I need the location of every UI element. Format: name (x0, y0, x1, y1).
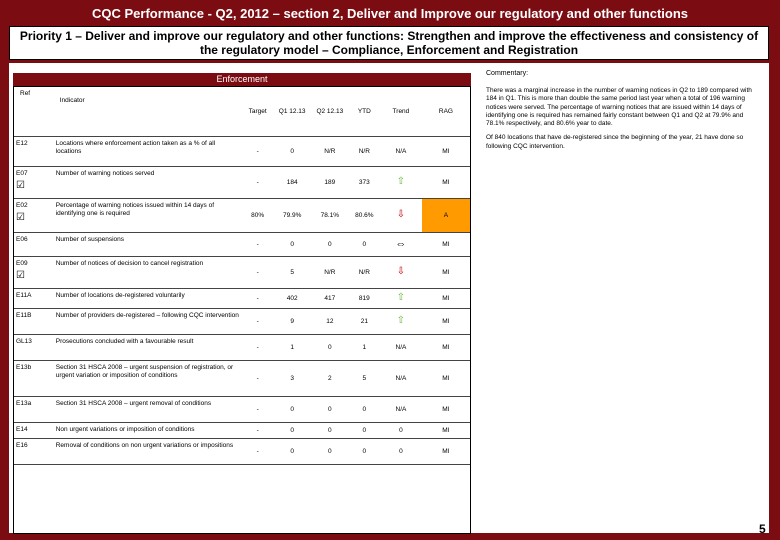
q2-cell: 0 (311, 335, 349, 361)
trend-cell: 0 (380, 439, 422, 465)
target-cell: - (242, 335, 273, 361)
ref-cell (14, 167, 54, 199)
ref-code: E06 (16, 236, 28, 243)
ref-cell (14, 289, 54, 309)
rag-cell: MI (422, 361, 470, 397)
q2-cell: 78.1% (311, 199, 349, 233)
checkbox-tick-icon: ☑ (16, 270, 25, 281)
ytd-cell: 80.6% (349, 199, 380, 233)
target-cell: - (242, 233, 273, 257)
commentary-paragraph: There was a marginal increase in the number of warning notices in Q2 to 189 compared with 184 in Q1. This is more than double the same period last year when a total of 196 warning notices were served. The percentage of warning notices that are issued within 14 days of identifying one is required has remained fairly constant between Q1 and Q2 at 79.9% and 78.1% respectively, and 80.6% year to date. (486, 87, 752, 128)
q1-cell: 184 (273, 167, 311, 199)
target-cell: - (242, 423, 273, 439)
trend-cell (380, 257, 422, 289)
ref-code: GL13 (16, 338, 32, 345)
rag-cell: MI (422, 233, 470, 257)
indicator-cell: Number of suspensions (54, 233, 242, 257)
q1-cell: 3 (273, 361, 311, 397)
ref-code: E09 (16, 260, 28, 267)
ref-cell (14, 309, 54, 335)
col-ytd: YTD (349, 87, 380, 137)
target-cell: - (242, 397, 273, 423)
trend-cell: N/A (380, 397, 422, 423)
table-row (14, 423, 470, 439)
trend-cell (380, 289, 422, 309)
table-row (14, 335, 470, 361)
target-cell: 80% (242, 199, 273, 233)
trend-up-icon: ⇧ (396, 292, 406, 303)
table-row (14, 233, 470, 257)
col-q1: Q1 12.13 (273, 87, 311, 137)
ref-cell (14, 423, 54, 439)
trend-both-icon: ⇔ (395, 237, 407, 250)
trend-cell: N/A (380, 137, 422, 167)
col-target: Target (242, 87, 273, 137)
q2-cell: 12 (311, 309, 349, 335)
ref-cell (14, 137, 54, 167)
indicator-cell: Number of warning notices served (54, 167, 242, 199)
ref-cell (14, 233, 54, 257)
ref-code: E02 (16, 202, 28, 209)
ref-cell (14, 361, 54, 397)
target-cell: - (242, 439, 273, 465)
table-row (14, 439, 470, 465)
table-row (14, 397, 470, 423)
q1-cell: 0 (273, 233, 311, 257)
trend-cell (380, 167, 422, 199)
ref-code: E07 (16, 170, 28, 177)
indicator-cell: Number of providers de-registered – following CQC intervention (54, 309, 242, 335)
target-cell: - (242, 289, 273, 309)
trend-down-icon: ⇩ (396, 266, 406, 277)
ytd-cell: 5 (349, 361, 380, 397)
ref-code: E16 (16, 442, 28, 449)
q1-cell: 9 (273, 309, 311, 335)
q1-cell: 0 (273, 439, 311, 465)
priority-banner: Priority 1 – Deliver and improve our regulatory and other functions: Strengthen and improve the effectiveness and consistency of the regulatory model – Compliance, Enforcement and Registration (9, 26, 769, 60)
q2-cell: 417 (311, 289, 349, 309)
target-cell: - (242, 361, 273, 397)
table-row (14, 167, 470, 199)
commentary (486, 87, 756, 157)
indicator-cell: Section 31 HSCA 2008 – urgent removal of conditions (54, 397, 242, 423)
rag-cell: MI (422, 309, 470, 335)
q1-cell: 5 (273, 257, 311, 289)
page-title: CQC Performance - Q2, 2012 – section 2, Deliver and Improve our regulatory and other functions (92, 6, 688, 21)
ref-cell (14, 397, 54, 423)
ref-code: E14 (16, 426, 28, 433)
table-row (14, 137, 470, 167)
target-cell: - (242, 309, 273, 335)
q1-cell: 402 (273, 289, 311, 309)
q2-cell: 189 (311, 167, 349, 199)
ytd-cell: 0 (349, 397, 380, 423)
q2-cell: 0 (311, 233, 349, 257)
trend-down-icon: ⇩ (396, 209, 406, 220)
col-trend: Trend (380, 87, 422, 137)
ytd-cell: 0 (349, 423, 380, 439)
ref-code: E13a (16, 400, 32, 407)
ref-code: E11B (16, 312, 32, 319)
checkbox-tick-icon: ☑ (16, 212, 25, 223)
rag-cell: MI (422, 137, 470, 167)
target-cell: - (242, 167, 273, 199)
page-number: 5 (759, 522, 766, 536)
trend-cell: 0 (380, 423, 422, 439)
rag-cell: MI (422, 439, 470, 465)
ytd-cell: 819 (349, 289, 380, 309)
rag-cell: MI (422, 257, 470, 289)
q2-cell: N/R (311, 137, 349, 167)
trend-cell (380, 233, 422, 257)
col-q2: Q2 12.13 (311, 87, 349, 137)
indicator-cell: Number of notices of decision to cancel registration (54, 257, 242, 289)
trend-cell (380, 199, 422, 233)
indicator-cell: Removal of conditions on non urgent variations or impositions (54, 439, 242, 465)
rag-cell: MI (422, 167, 470, 199)
ref-cell (14, 199, 54, 233)
col-rag: RAG (422, 87, 470, 137)
commentary-paragraph: Of 840 locations that have de-registered since the beginning of the year, 21 have done so following CQC intervention. (486, 134, 744, 150)
table-row (14, 199, 470, 233)
q2-cell: 2 (311, 361, 349, 397)
rag-cell: MI (422, 397, 470, 423)
checkbox-tick-icon: ☑ (16, 180, 25, 191)
ref-cell (14, 257, 54, 289)
table-header-row (14, 87, 470, 137)
enforcement-table-panel (13, 86, 471, 534)
trend-cell: N/A (380, 335, 422, 361)
trend-up-icon: ⇧ (396, 315, 406, 326)
ytd-cell: 1 (349, 335, 380, 361)
section-header: Enforcement (13, 73, 471, 86)
q1-cell: 0 (273, 397, 311, 423)
trend-cell: N/A (380, 361, 422, 397)
rag-cell: A (422, 199, 470, 233)
ref-code: E11A (16, 292, 32, 299)
rag-cell: MI (422, 289, 470, 309)
target-cell: - (242, 257, 273, 289)
ytd-cell: 0 (349, 233, 380, 257)
q1-cell: 0 (273, 137, 311, 167)
table-row (14, 361, 470, 397)
ytd-cell: 21 (349, 309, 380, 335)
commentary-label: Commentary: (486, 70, 529, 77)
indicator-cell: Section 31 HSCA 2008 – urgent suspension of registration, or urgent variation or imposition of conditions (54, 361, 242, 397)
q2-cell: 0 (311, 397, 349, 423)
ref-code: E12 (16, 140, 28, 147)
ref-code: E13b (16, 364, 32, 371)
q1-cell: 79.9% (273, 199, 311, 233)
indicator-cell: Non urgent variations or imposition of conditions (54, 423, 242, 439)
ytd-cell: N/R (349, 257, 380, 289)
ytd-cell: 0 (349, 439, 380, 465)
col-indicator: Indicator (54, 87, 242, 137)
q2-cell: 0 (311, 439, 349, 465)
table-row (14, 309, 470, 335)
enforcement-table (14, 87, 470, 465)
rag-cell: MI (422, 335, 470, 361)
indicator-cell: Prosecutions concluded with a favourable result (54, 335, 242, 361)
q2-cell: 0 (311, 423, 349, 439)
table-row (14, 257, 470, 289)
ref-cell (14, 439, 54, 465)
indicator-cell: Locations where enforcement action taken as a % of all locations (54, 137, 242, 167)
ytd-cell: N/R (349, 137, 380, 167)
q2-cell: N/R (311, 257, 349, 289)
trend-cell (380, 309, 422, 335)
q1-cell: 0 (273, 423, 311, 439)
trend-up-icon: ⇧ (396, 176, 406, 187)
rag-cell: MI (422, 423, 470, 439)
ref-cell (14, 335, 54, 361)
col-ref: Ref (14, 87, 54, 137)
indicator-cell: Percentage of warning notices issued within 14 days of identifying one is required (54, 199, 242, 233)
target-cell: - (242, 137, 273, 167)
ytd-cell: 373 (349, 167, 380, 199)
indicator-cell: Number of locations de-registered voluntarily (54, 289, 242, 309)
q1-cell: 1 (273, 335, 311, 361)
table-row (14, 289, 470, 309)
